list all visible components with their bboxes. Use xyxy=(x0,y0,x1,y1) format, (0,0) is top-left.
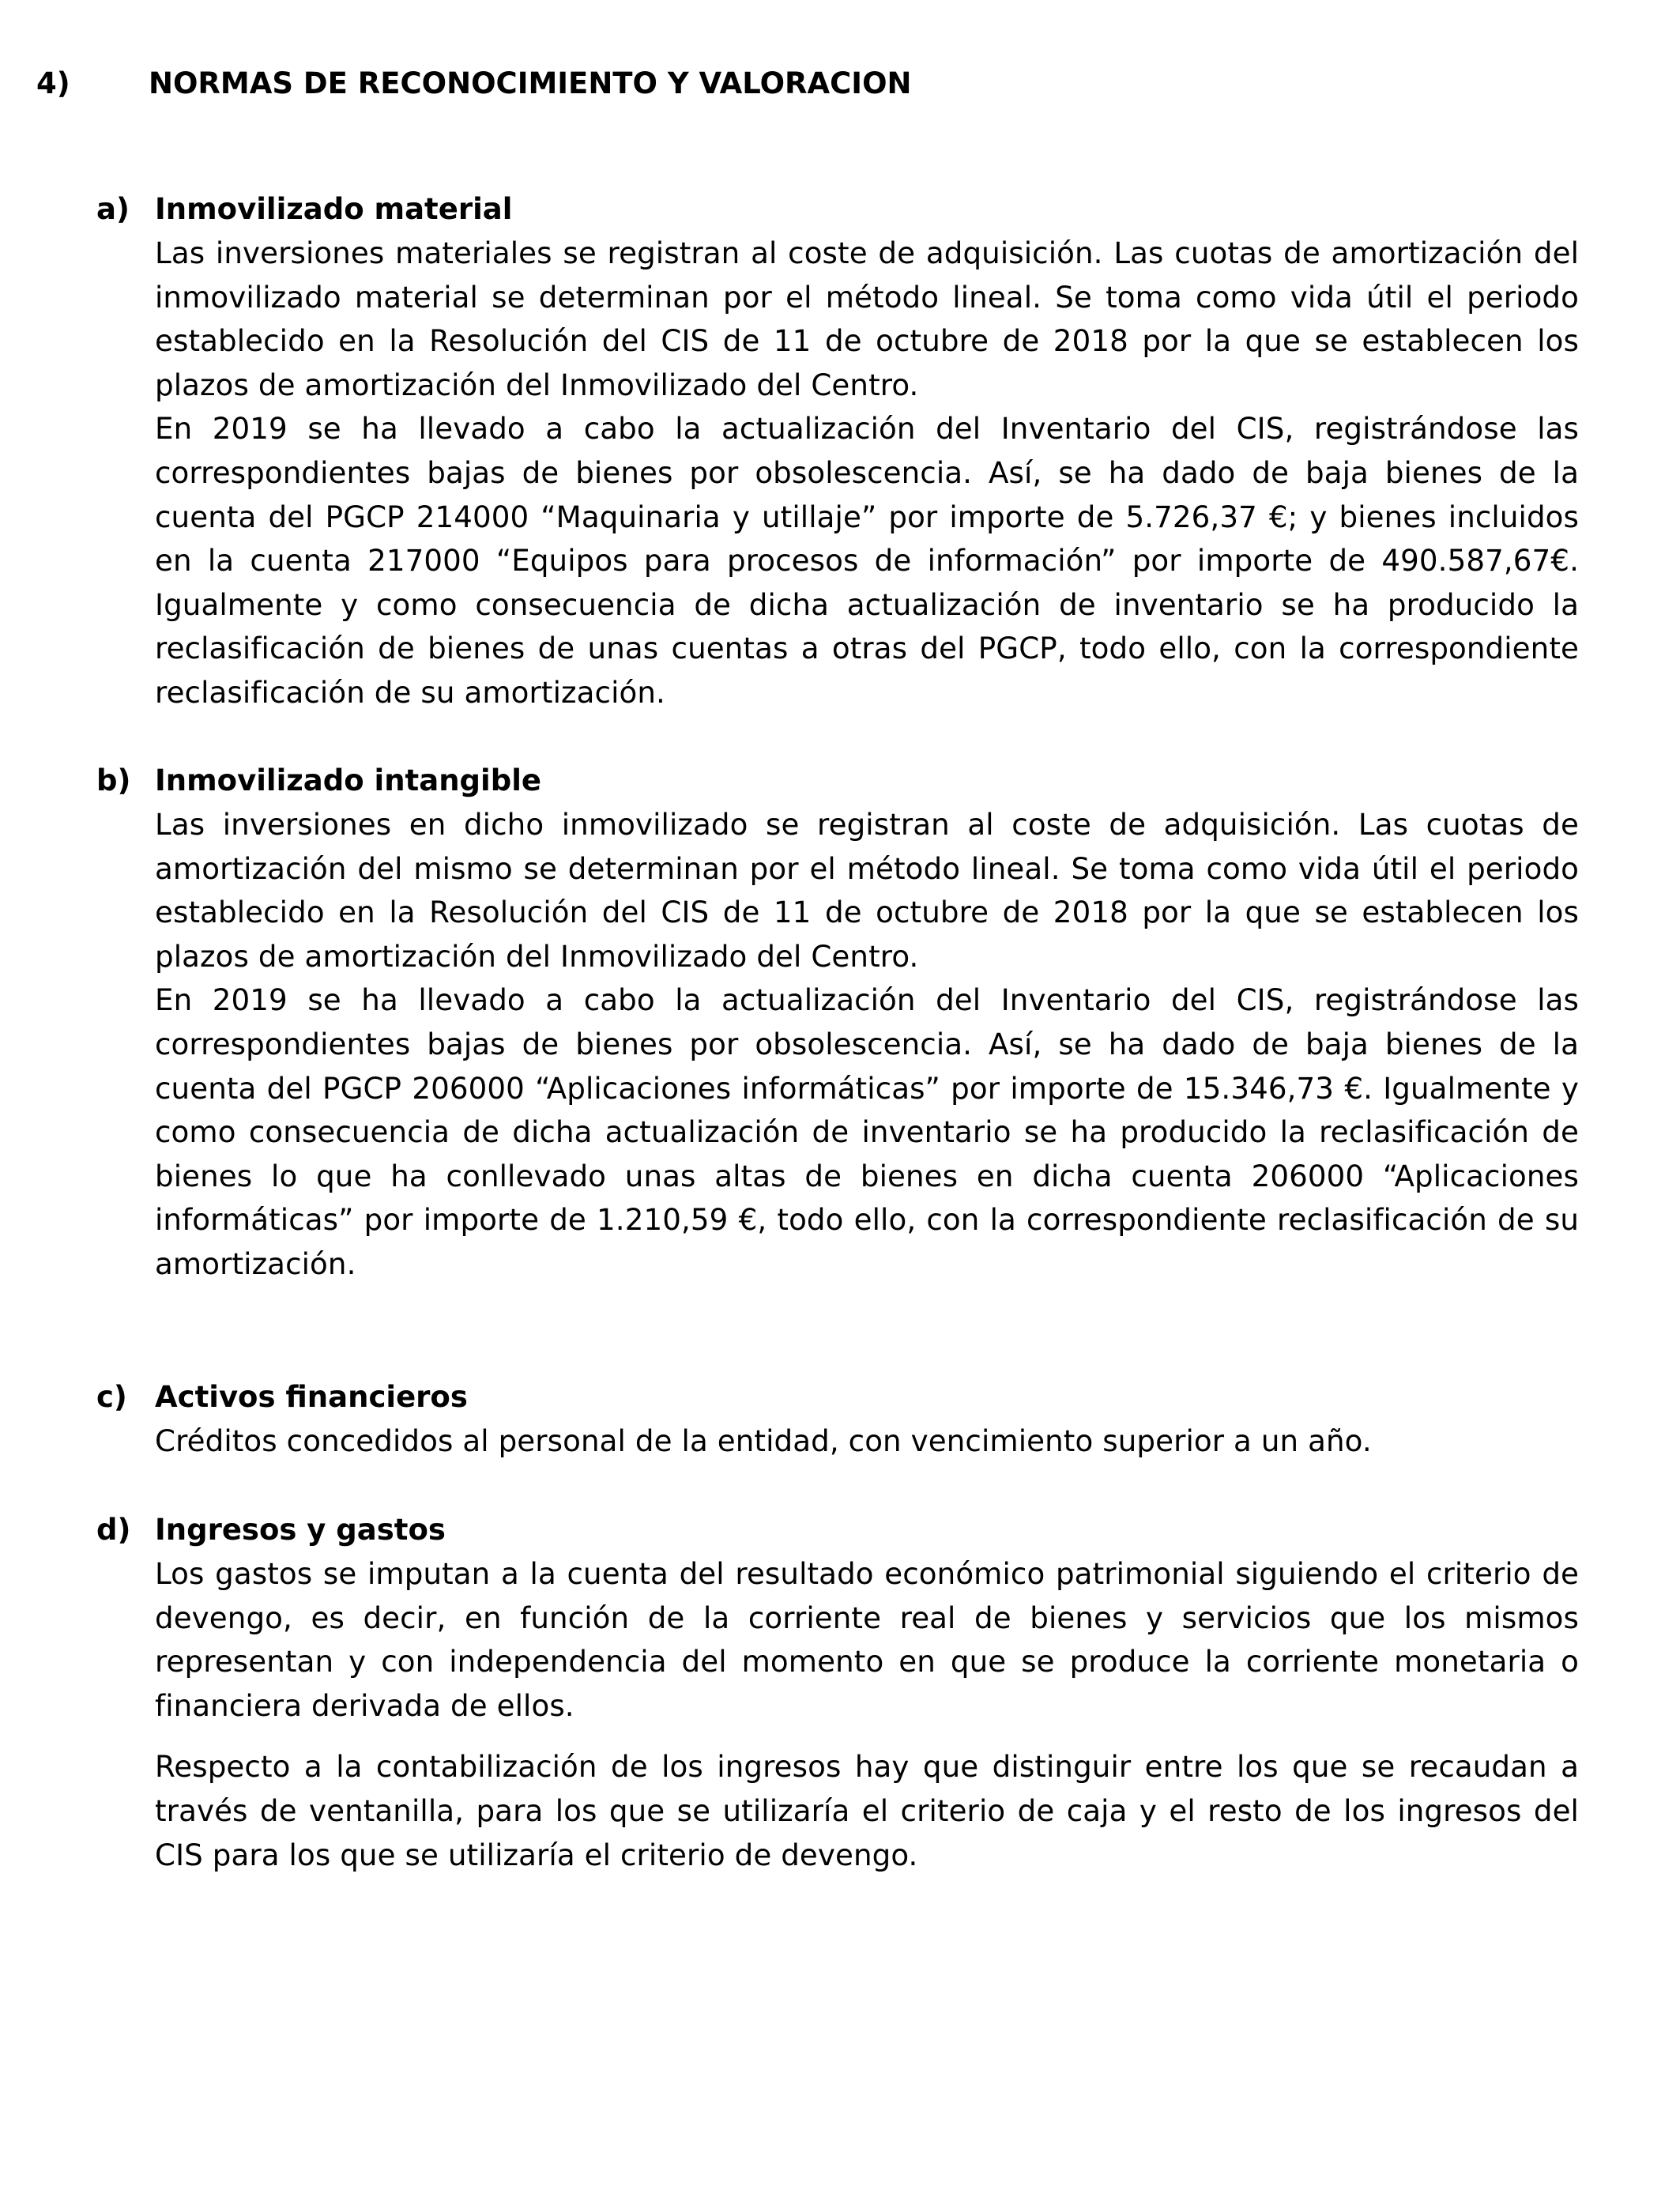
section-inmovilizado-intangible xyxy=(96,759,1579,1287)
section-title: Activos financieros xyxy=(155,1380,468,1414)
section-title: Ingresos y gastos xyxy=(155,1513,446,1547)
section-label: d) xyxy=(96,1513,131,1547)
paragraph: Las inversiones materiales se registran al coste de adquisición. Las cuotas de amortización del inmovilizado material se determinan por el método lineal. Se toma como vida útil el periodo establecido en la Resolución del CIS de 11 de octubre de 2018 por la que se establecen los plazos de amortización del Inmovilizado del Centro. xyxy=(155,236,1579,402)
section-label: a) xyxy=(96,192,130,226)
section-activos-financieros xyxy=(96,1375,1579,1464)
paragraph: Los gastos se imputan a la cuenta del resultado económico patrimonial siguiendo el criterio de devengo, es decir, en función de la corriente real de bienes y servicios que los mismos representan y con independencia del momento en que se produce la corriente monetaria o financiera derivada de ellos. xyxy=(155,1556,1579,1723)
section-title: Inmovilizado intangible xyxy=(155,763,541,797)
paragraph-gap xyxy=(96,1728,1579,1745)
section-title: Inmovilizado material xyxy=(155,192,513,226)
section-label: c) xyxy=(96,1380,127,1414)
section-inmovilizado-material xyxy=(96,187,1579,715)
paragraph: En 2019 se ha llevado a cabo la actualización del Inventario del CIS, registrándose las correspondientes bajas de bienes por obsolescencia. Así, se ha dado de baja bienes de la cuenta del PGCP 206000 “Aplicaciones informáticas” por importe de 15.346,73 €. Igualmente y como consecuencia de dicha actualización de inventario se ha producido la reclasificación de bienes lo que ha conllevado unas altas de bienes en dicha cuenta 206000 “Aplicaciones informáticas” por importe de 1.210,59 €, todo ello, con la correspondiente reclasificación de su amortización. xyxy=(155,982,1579,1281)
paragraph: Respecto a la contabilización de los ingresos hay que distinguir entre los que se recaudan a través de ventanilla, para los que se utilizaría el criterio de caja y el resto de los ingresos del CIS para los que se utilizaría el criterio de devengo. xyxy=(155,1749,1579,1872)
heading-number: 4) xyxy=(36,66,70,100)
paragraph: Las inversiones en dicho inmovilizado se registran al coste de adquisición. Las cuotas de amortización del mismo se determinan por el método lineal. Se toma como vida útil el periodo establecido en la Resolución del CIS de 11 de octubre de 2018 por la que se establecen los plazos de amortización del Inmovilizado del Centro. xyxy=(155,807,1579,974)
paragraph: Créditos concedidos al personal de la entidad, con vencimiento superior a un año. xyxy=(155,1423,1372,1458)
paragraph: En 2019 se ha llevado a cabo la actualización del Inventario del CIS, registrándose las correspondientes bajas de bienes por obsolescencia. Así, se ha dado de baja bienes de la cuenta del PGCP 214000 “Maquinaria y utillaje” por importe de 5.726,37 €; y bienes incluidos en la cuenta 217000 “Equipos para procesos de información” por importe de 490.587,67€. Igualmente y como consecuencia de dicha actualización de inventario se ha producido la reclasificación de bienes de unas cuentas a otras del PGCP, todo ello, con la correspondiente reclasificación de su amortización. xyxy=(155,411,1579,710)
heading-title: NORMAS DE RECONOCIMIENTO Y VALORACION xyxy=(149,66,912,100)
section-ingresos-y-gastos xyxy=(96,1508,1579,1877)
section-heading xyxy=(36,62,912,106)
section-label: b) xyxy=(96,763,131,797)
